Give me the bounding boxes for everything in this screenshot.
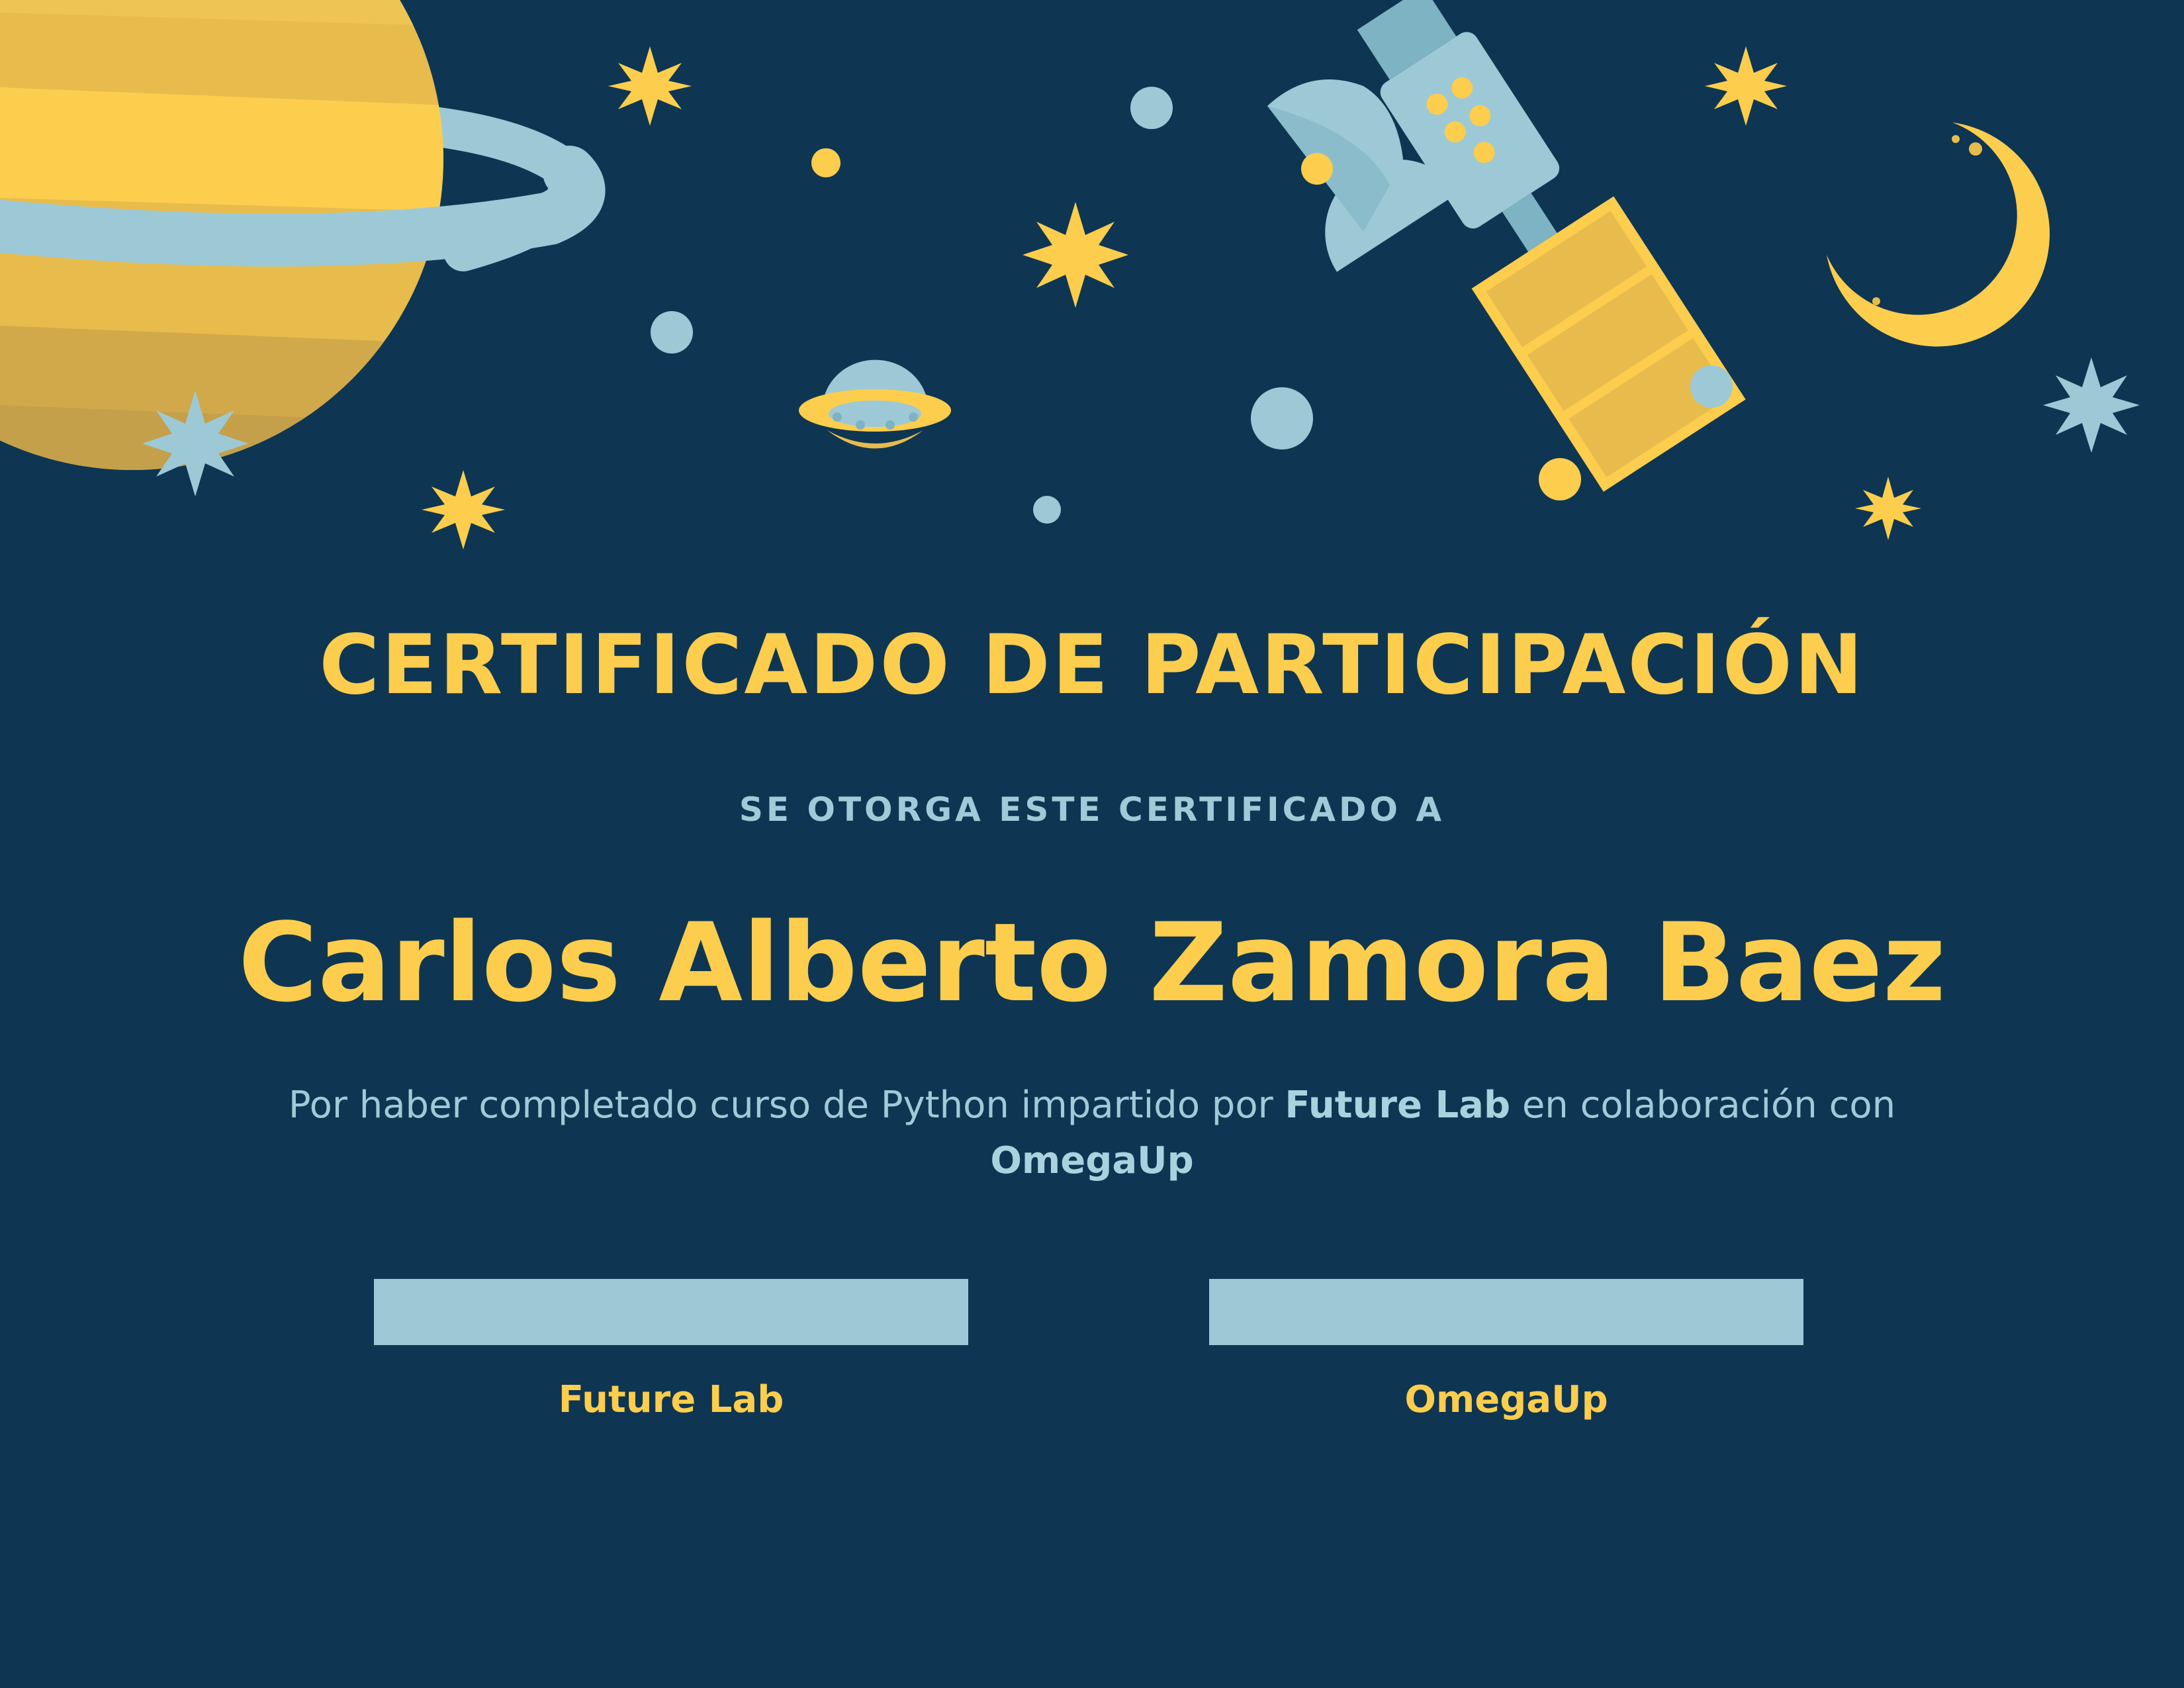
organization-name-1: Future Lab (1285, 1084, 1511, 1127)
certificate-subtitle: SE OTORGA ESTE CERTIFICADO A (739, 790, 1445, 829)
star-icon (422, 46, 1921, 549)
crescent-moon-icon (1827, 122, 2050, 346)
signature-label-omegaup: OmegaUp (1404, 1378, 1608, 1421)
saturn-icon (0, 0, 579, 503)
recipient-name: Carlos Alberto Zamora Baez (238, 900, 1946, 1026)
certificate-description (251, 1078, 1933, 1189)
signature-line-future-lab (374, 1279, 968, 1345)
organization-name-2: OmegaUp (990, 1139, 1194, 1182)
star-icon (142, 357, 2140, 496)
ufo-icon (799, 360, 951, 449)
signature-label-future-lab: Future Lab (558, 1378, 784, 1421)
satellite-icon (1232, 0, 1738, 544)
certificate-title: CERTIFICADO DE PARTICIPACIÓN (319, 618, 1865, 713)
description-text-2: en colaboración con (1510, 1084, 1896, 1127)
description-text-1: Por haber completado curso de Python impartido por (288, 1084, 1285, 1127)
signature-line-omegaup (1209, 1279, 1803, 1345)
